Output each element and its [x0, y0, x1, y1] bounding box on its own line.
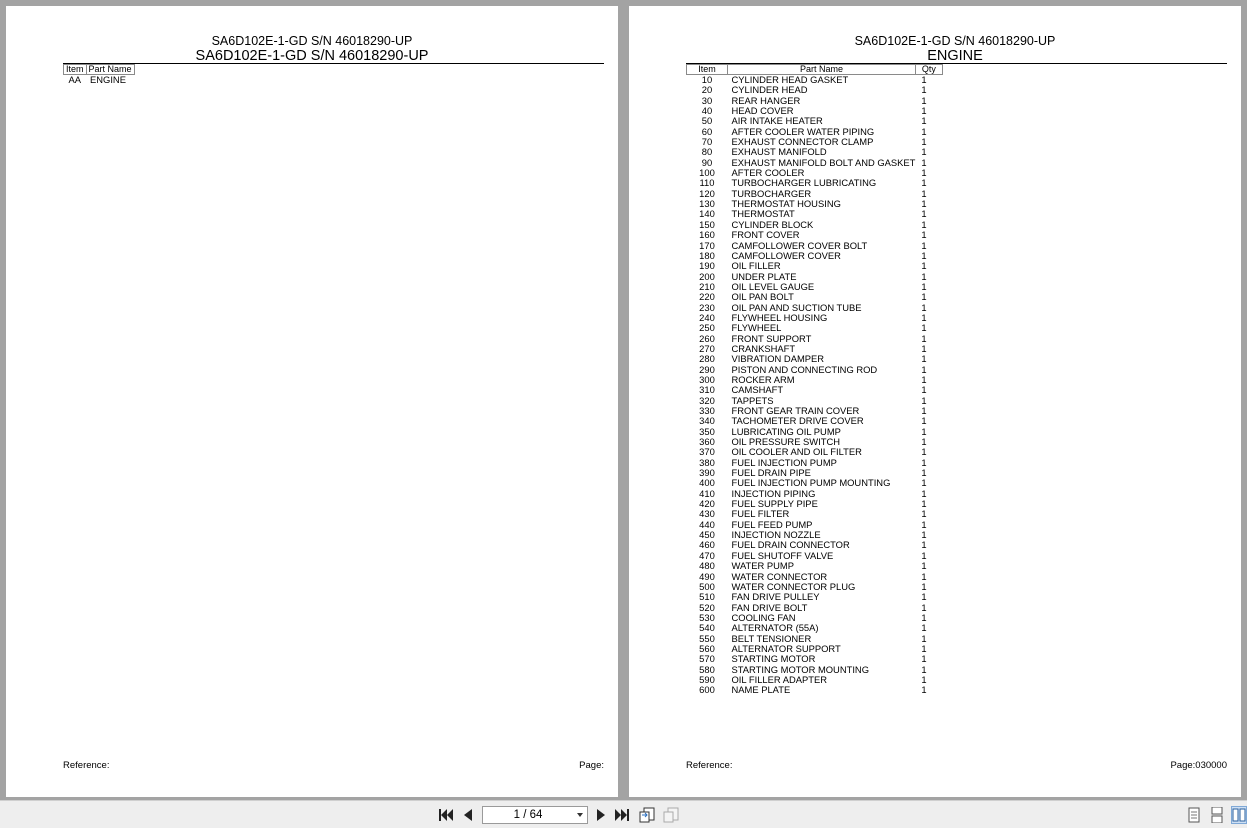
header-rule	[63, 63, 604, 64]
cell-item: 340	[699, 415, 715, 427]
document-page-left	[6, 6, 618, 797]
cell-qty: 1	[921, 518, 927, 530]
cell-qty: 1	[921, 570, 927, 582]
next-page-button[interactable]	[593, 807, 609, 823]
cell-qty: 1	[921, 673, 927, 685]
cell-part-name: FUEL INJECTION PUMP	[731, 456, 837, 468]
cell-item: 350	[699, 425, 715, 437]
cell-part-name: FUEL SUPPLY PIPE	[731, 498, 818, 510]
cell-part-name: PISTON AND CONNECTING ROD	[731, 363, 878, 375]
cell-qty: 1	[921, 74, 927, 85]
column-header-part-name: Part Name	[86, 65, 134, 75]
cell-item: 80	[701, 146, 713, 158]
page-header-line1: SA6D102E-1-GD S/N 46018290-UP	[854, 34, 1056, 48]
cell-qty: 1	[921, 487, 927, 499]
cell-qty: 1	[921, 177, 927, 189]
fit-width-button[interactable]	[663, 807, 679, 823]
cell-part-name: THERMOSTAT HOUSING	[731, 198, 841, 210]
table-row	[687, 230, 943, 240]
cell-item: 200	[699, 270, 715, 282]
page-number-select[interactable]	[482, 806, 588, 824]
column-header-item: Item	[64, 65, 87, 75]
cell-part-name: STARTING MOTOR	[731, 653, 816, 665]
cell-qty: 1	[921, 601, 927, 613]
column-header-part-name: Part Name	[728, 65, 916, 75]
page-header-line2: ENGINE	[927, 48, 983, 64]
cell-qty: 1	[921, 218, 927, 230]
cell-part-name: WATER CONNECTOR	[731, 570, 828, 582]
cell-item: 540	[699, 622, 715, 634]
cell-qty: 1	[921, 560, 927, 572]
chevron-down-icon	[577, 813, 583, 817]
cell-qty: 1	[921, 291, 927, 303]
continuous-view-icon	[1210, 807, 1224, 823]
cell-item: 290	[699, 363, 715, 375]
cell-part-name: FUEL DRAIN PIPE	[731, 467, 811, 479]
cell-part-name: OIL LEVEL GAUGE	[731, 280, 815, 292]
cell-qty: 1	[921, 477, 927, 489]
cell-qty: 1	[921, 653, 927, 665]
cell-part-name: AIR INTAKE HEATER	[731, 115, 823, 127]
cell-part-name: OIL COOLER AND OIL FILTER	[731, 446, 862, 458]
cell-part-name: REAR HANGER	[731, 94, 801, 106]
cell-item: 300	[699, 373, 715, 385]
cell-part-name: INJECTION NOZZLE	[731, 529, 821, 541]
table-row	[687, 272, 943, 282]
table-row	[64, 75, 135, 86]
cell-qty: 1	[921, 105, 927, 117]
table-row	[687, 385, 943, 395]
table-row	[687, 334, 943, 344]
cell-qty: 1	[921, 456, 927, 468]
previous-page-button[interactable]	[460, 807, 476, 823]
continuous-view-button[interactable]	[1210, 807, 1224, 823]
table-row	[687, 509, 943, 519]
cell-item: 220	[699, 291, 715, 303]
cell-item: 520	[699, 601, 715, 613]
cell-part-name: CRANKSHAFT	[731, 342, 796, 354]
fit-page-button[interactable]	[639, 807, 655, 823]
cell-part-name: STARTING MOTOR MOUNTING	[731, 663, 869, 675]
cell-item: 150	[699, 218, 715, 230]
cell-part-name: THERMOSTAT	[731, 208, 795, 220]
cell-item: 280	[699, 353, 715, 365]
cell-part-name: FAN DRIVE PULLEY	[731, 591, 820, 603]
table-row	[687, 178, 943, 188]
cell-qty: 1	[921, 187, 927, 199]
cell-part-name: FUEL INJECTION PUMP MOUNTING	[731, 477, 891, 489]
cell-item: 60	[701, 125, 713, 137]
table-row	[687, 313, 943, 323]
cell-item: 560	[699, 642, 715, 654]
first-page-button[interactable]	[438, 807, 454, 823]
cell-item: 590	[699, 673, 715, 685]
cell-part-name: CAMFOLLOWER COVER BOLT	[731, 239, 868, 251]
cell-item: 400	[699, 477, 715, 489]
cell-qty: 1	[921, 405, 927, 416]
cell-item: 140	[699, 208, 715, 220]
cell-part-name: FUEL FILTER	[731, 508, 790, 520]
cell-item: 50	[701, 115, 713, 127]
table-row	[687, 551, 943, 561]
cell-qty: 1	[921, 239, 927, 251]
cell-qty: 1	[921, 436, 927, 448]
cell-qty: 1	[921, 446, 927, 458]
two-page-view-button[interactable]	[1232, 807, 1246, 823]
cell-qty: 1	[921, 363, 927, 375]
table-row	[687, 499, 943, 509]
cell-part-name: FUEL SHUTOFF VALVE	[731, 549, 834, 561]
table-row	[687, 199, 943, 209]
cell-part-name: CYLINDER HEAD	[731, 84, 808, 96]
cell-part-name: FUEL FEED PUMP	[731, 518, 813, 530]
cell-item: 320	[699, 394, 715, 406]
table-row	[687, 220, 943, 230]
previous-page-icon	[464, 809, 472, 821]
cell-item: 260	[699, 332, 715, 344]
table-row	[687, 603, 943, 613]
parts-table	[686, 64, 943, 696]
cell-part-name: OIL FILLER	[731, 260, 781, 272]
cell-qty: 1	[921, 229, 927, 241]
last-page-icon	[615, 809, 629, 821]
cell-qty: 1	[921, 498, 927, 510]
cell-item: 250	[699, 322, 715, 334]
cell-qty: 1	[921, 332, 927, 344]
cell-item: 500	[699, 580, 715, 592]
cell-qty: 1	[921, 156, 927, 168]
column-header-item: Item	[687, 65, 728, 75]
cell-item: 490	[699, 570, 715, 582]
cell-qty: 1	[921, 529, 927, 541]
cell-qty: 1	[921, 136, 927, 148]
cell-item: 510	[699, 591, 715, 603]
cell-item: 40	[701, 105, 713, 117]
cell-part-name: FAN DRIVE BOLT	[731, 601, 808, 613]
cell-item: 600	[699, 684, 715, 696]
cell-qty: 1	[921, 208, 927, 220]
cell-part-name: TACHOMETER DRIVE COVER	[731, 415, 864, 427]
table-row	[687, 675, 943, 685]
cell-item: 130	[699, 198, 715, 210]
two-page-view-icon	[1232, 807, 1246, 823]
cell-qty: 1	[921, 622, 927, 634]
cell-part-name: NAME PLATE	[731, 684, 791, 696]
cell-part-name: WATER PUMP	[731, 560, 794, 572]
cell-part-name: FRONT COVER	[731, 229, 800, 241]
cell-qty: 1	[921, 394, 927, 406]
cell-item: 180	[699, 249, 715, 261]
cell-item: 330	[699, 405, 715, 416]
cell-part-name: FRONT SUPPORT	[731, 332, 812, 344]
cell-part-name: AFTER COOLER WATER PIPING	[731, 125, 875, 137]
cell-part-name: ALTERNATOR SUPPORT	[731, 642, 841, 654]
cell-qty: 1	[921, 322, 927, 334]
table-row	[687, 261, 943, 271]
page-number-value: 1 / 64	[513, 809, 543, 821]
viewer-toolbar	[0, 800, 1247, 828]
cell-qty: 1	[921, 508, 927, 520]
cell-qty: 1	[921, 146, 927, 158]
cell-item: 310	[699, 384, 715, 396]
cell-item: 70	[701, 136, 713, 148]
cell-qty: 1	[921, 167, 927, 179]
cell-part-name: ENGINE	[90, 74, 126, 85]
cell-item: 20	[701, 84, 713, 96]
table-row	[687, 292, 943, 302]
cell-qty: 1	[921, 301, 927, 313]
cell-item: 580	[699, 663, 715, 675]
cell-part-name: OIL PRESSURE SWITCH	[731, 436, 841, 448]
reference-label: Reference:	[686, 760, 733, 771]
cell-part-name: OIL PAN AND SUCTION TUBE	[731, 301, 862, 313]
cell-item: 100	[699, 167, 715, 179]
cell-item: 570	[699, 653, 715, 665]
table-row	[687, 365, 943, 375]
cell-qty: 1	[921, 632, 927, 644]
cell-item: 10	[701, 74, 713, 85]
cell-part-name: OIL FILLER ADAPTER	[731, 673, 828, 685]
table-row	[687, 96, 943, 106]
table-row	[687, 85, 943, 95]
table-row	[687, 375, 943, 385]
last-page-button[interactable]	[614, 807, 630, 823]
column-header-qty: Qty	[915, 65, 942, 75]
page-header-line2: SA6D102E-1-GD S/N 46018290-UP	[195, 48, 429, 64]
reference-label: Reference:	[63, 760, 110, 771]
cell-item: 470	[699, 549, 715, 561]
cell-qty: 1	[921, 198, 927, 210]
cell-item: AA	[68, 74, 82, 85]
single-page-view-icon	[1187, 807, 1201, 823]
cell-part-name: FLYWHEEL	[731, 322, 782, 334]
cell-qty: 1	[921, 342, 927, 354]
cell-item: 480	[699, 560, 715, 572]
cell-item: 390	[699, 467, 715, 479]
cell-part-name: ROCKER ARM	[731, 373, 795, 385]
cell-item: 160	[699, 229, 715, 241]
cell-part-name: ALTERNATOR (55A)	[731, 622, 819, 634]
table-row	[687, 623, 943, 633]
table-row	[687, 158, 943, 168]
fit-width-icon	[663, 807, 679, 823]
cell-part-name: TURBOCHARGER	[731, 187, 812, 199]
cell-item: 360	[699, 436, 715, 448]
cell-qty: 1	[921, 280, 927, 292]
fit-page-icon	[639, 807, 655, 823]
next-page-icon	[597, 809, 605, 821]
cell-item: 270	[699, 342, 715, 354]
cell-qty: 1	[921, 684, 927, 696]
cell-qty: 1	[921, 539, 927, 551]
cell-part-name: UNDER PLATE	[731, 270, 797, 282]
page-number-label: Page:	[579, 760, 604, 771]
cell-item: 550	[699, 632, 715, 644]
cell-part-name: LUBRICATING OIL PUMP	[731, 425, 841, 437]
cell-item: 440	[699, 518, 715, 530]
cell-item: 190	[699, 260, 715, 272]
cell-part-name: HEAD COVER	[731, 105, 794, 117]
single-page-view-button[interactable]	[1187, 807, 1201, 823]
cell-item: 90	[701, 156, 713, 168]
cell-qty: 1	[921, 94, 927, 106]
table-row	[687, 282, 943, 292]
cell-part-name: FRONT GEAR TRAIN COVER	[731, 405, 860, 416]
cell-item: 410	[699, 487, 715, 499]
page-number-label: Page:030000	[1170, 760, 1227, 771]
cell-item: 230	[699, 301, 715, 313]
cell-part-name: TAPPETS	[731, 394, 774, 406]
cell-qty: 1	[921, 580, 927, 592]
table-row	[687, 209, 943, 219]
cell-item: 380	[699, 456, 715, 468]
cell-qty: 1	[921, 611, 927, 623]
cell-qty: 1	[921, 425, 927, 437]
cell-qty: 1	[921, 84, 927, 96]
cell-part-name: AFTER COOLER	[731, 167, 805, 179]
cell-qty: 1	[921, 249, 927, 261]
cell-item: 30	[701, 94, 713, 106]
cell-part-name: FLYWHEEL HOUSING	[731, 311, 828, 323]
cell-item: 110	[699, 177, 715, 189]
cell-item: 170	[699, 239, 715, 251]
first-page-icon	[439, 809, 453, 821]
cell-item: 120	[699, 187, 715, 199]
cell-qty: 1	[921, 384, 927, 396]
cell-part-name: CAMFOLLOWER COVER	[731, 249, 841, 261]
cell-part-name: CYLINDER BLOCK	[731, 218, 814, 230]
table-row	[687, 561, 943, 571]
cell-qty: 1	[921, 642, 927, 654]
cell-item: 370	[699, 446, 715, 458]
cell-qty: 1	[921, 591, 927, 603]
table-row	[687, 323, 943, 333]
cell-part-name: OIL PAN BOLT	[731, 291, 794, 303]
cell-part-name: WATER CONNECTOR PLUG	[731, 580, 856, 592]
cell-part-name: BELT TENSIONER	[731, 632, 812, 644]
table-row	[687, 592, 943, 602]
cell-part-name: CYLINDER HEAD GASKET	[731, 74, 849, 85]
table-row	[687, 251, 943, 261]
cell-part-name: INJECTION PIPING	[731, 487, 816, 499]
cell-qty: 1	[921, 415, 927, 427]
table-row	[687, 685, 943, 695]
cell-qty: 1	[921, 125, 927, 137]
cell-part-name: COOLING FAN	[731, 611, 796, 623]
document-page-right	[629, 6, 1241, 797]
parts-table	[63, 64, 135, 85]
cell-item: 420	[699, 498, 715, 510]
cell-part-name: CAMSHAFT	[731, 384, 784, 396]
cell-qty: 1	[921, 270, 927, 282]
cell-qty: 1	[921, 373, 927, 385]
cell-qty: 1	[921, 467, 927, 479]
cell-item: 450	[699, 529, 715, 541]
cell-part-name: VIBRATION DAMPER	[731, 353, 825, 365]
cell-part-name: TURBOCHARGER LUBRICATING	[731, 177, 877, 189]
cell-qty: 1	[921, 115, 927, 127]
page-header-line1: SA6D102E-1-GD S/N 46018290-UP	[211, 34, 413, 48]
cell-qty: 1	[921, 663, 927, 675]
cell-part-name: FUEL DRAIN CONNECTOR	[731, 539, 850, 551]
table-row	[687, 75, 943, 86]
cell-item: 460	[699, 539, 715, 551]
cell-part-name: EXHAUST MANIFOLD BOLT AND GASKET	[731, 156, 916, 168]
cell-part-name: EXHAUST MANIFOLD	[731, 146, 827, 158]
cell-qty: 1	[921, 311, 927, 323]
cell-part-name: EXHAUST CONNECTOR CLAMP	[731, 136, 874, 148]
table-row	[687, 458, 943, 468]
cell-item: 240	[699, 311, 715, 323]
cell-qty: 1	[921, 260, 927, 272]
cell-item: 210	[699, 280, 715, 292]
cell-qty: 1	[921, 549, 927, 561]
cell-item: 530	[699, 611, 715, 623]
cell-item: 430	[699, 508, 715, 520]
cell-qty: 1	[921, 353, 927, 365]
